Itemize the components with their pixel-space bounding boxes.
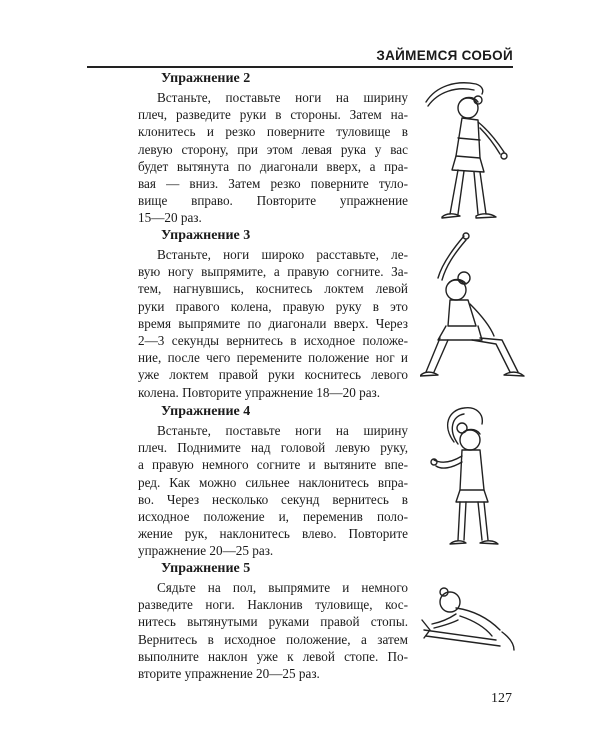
text-line: ние, после чего перемените положение ног и xyxy=(138,350,408,366)
text-line: Встаньте, ноги широко расставьте, ле- xyxy=(157,247,408,262)
text-line: а правую немного согните и вытяните впе- xyxy=(138,457,408,473)
header-rule xyxy=(87,66,513,68)
text-line: тем, нагнувшись, коснитесь локтем левой xyxy=(138,281,408,297)
text-line: Сядьте на пол, выпрямите и немного xyxy=(157,580,408,595)
exercise-4-title: Упражнение 4 xyxy=(161,404,251,419)
text-line: выполните наклон уже к левой стопе. По- xyxy=(138,648,408,664)
exercise-3-title: Упражнение 3 xyxy=(161,228,251,243)
text-line: исходное положение и, переменив поло- xyxy=(138,509,408,525)
exercise-2-figure xyxy=(412,78,522,228)
text-line: нитесь вытянутыми руками правой стопы. xyxy=(138,614,408,630)
text-line: жение рук, наклонитесь влево. Повторите xyxy=(138,526,408,542)
exercise-5-title: Упражнение 5 xyxy=(161,561,251,576)
text-line: 2—3 секунды вернитесь в исходное положе- xyxy=(138,333,408,349)
text-line: вище вправо. Повторите упражнение xyxy=(138,193,408,209)
text-line: Встаньте, поставьте ноги на ширину xyxy=(157,90,408,105)
exercise-3-text xyxy=(138,246,408,401)
text-line: время выпрямите по диагонали вверх. Через xyxy=(138,315,408,331)
running-header xyxy=(87,46,513,66)
exercise-3-figure xyxy=(420,232,525,382)
text-line: вую ногу выпрямите, а правую согните. За- xyxy=(138,264,408,280)
text-line: плеч. Поднимите над головой левую руку, xyxy=(138,440,408,456)
text-line: будет вытянута по диагонали вверх, а пра- xyxy=(138,158,408,174)
text-line: левую сторону, при этом левая рука у вас xyxy=(138,141,408,157)
text-line: плеч, разведите руки в стороны. Затем на- xyxy=(138,107,408,123)
text-line: ред. Как можно сильнее наклонитесь впра- xyxy=(138,474,408,490)
text-line: 15—20 раз. xyxy=(138,210,202,226)
text-line: колена. Повторите упражнение 18—20 раз. xyxy=(138,384,381,400)
text-line: уже локтем правой руки коснитесь левого xyxy=(138,367,408,383)
exercise-4-figure xyxy=(428,406,518,551)
exercise-5-figure xyxy=(420,580,520,655)
section-title: ЗАЙМЕМСЯ СОБОЙ xyxy=(376,48,513,63)
exercise-4-text xyxy=(138,422,408,560)
text-line: вая — вниз. Затем резко поверните туло- xyxy=(138,176,408,192)
exercise-5-text xyxy=(138,579,408,682)
text-line: Вернитесь в исходное положение, а затем xyxy=(138,631,408,647)
text-line: во. Через несколько секунд вернитесь в xyxy=(138,491,408,507)
exercise-2-title: Упражнение 2 xyxy=(161,71,251,86)
text-line: разведите ноги. Наклонив туловище, кос- xyxy=(138,597,408,613)
text-line: Встаньте, поставьте ноги на ширину xyxy=(157,423,408,438)
text-line: клонитесь и резко поверните туловище в xyxy=(138,124,408,140)
page-number: 127 xyxy=(491,691,512,706)
text-line: упражнение 20—25 раз. xyxy=(138,543,274,559)
exercise-2-text xyxy=(138,89,408,227)
text-line: руки правого колена, правую руку в это xyxy=(138,298,408,314)
text-line: вторите упражнение 20—25 раз. xyxy=(138,666,320,682)
